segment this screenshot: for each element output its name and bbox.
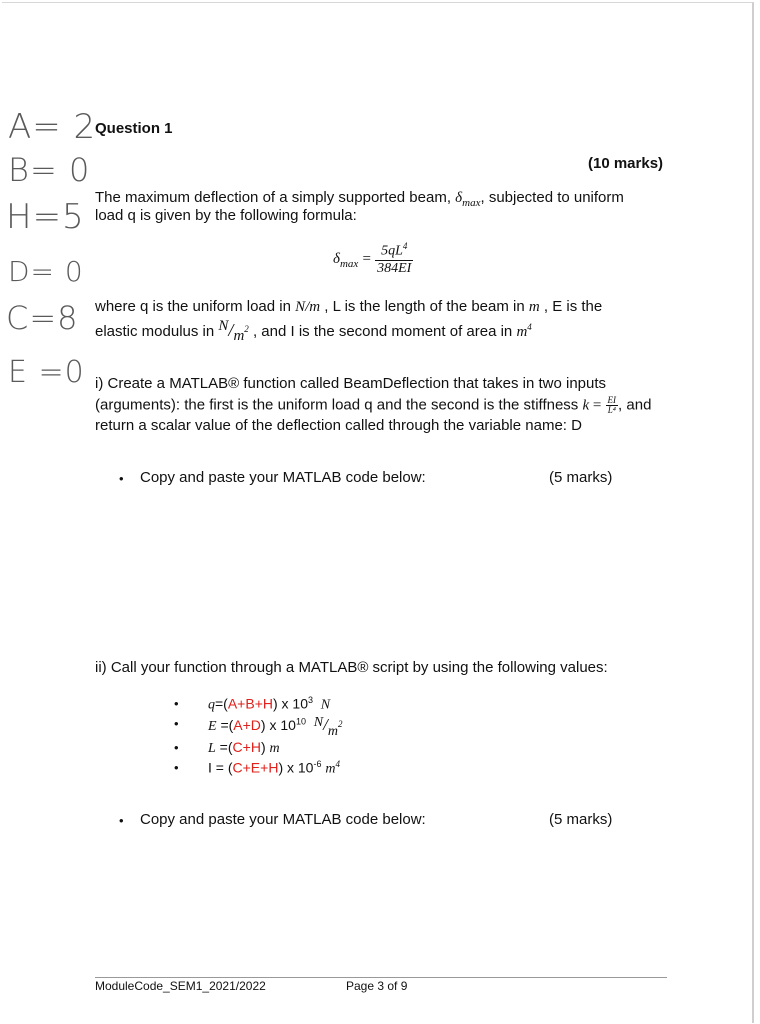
value-pre: =( [216, 717, 234, 733]
unit-n: N [218, 318, 229, 334]
footer-page-number: Page 3 of 9 [346, 979, 408, 993]
value-expression: A+B+H [227, 695, 273, 712]
value-exponent: -6 [313, 759, 322, 769]
handwritten-d: D= 0 [8, 255, 84, 288]
intro-text-b: , subjected to uniform [480, 189, 624, 206]
unit-slash: / [228, 320, 234, 340]
value-post: ) x 10 [272, 695, 308, 712]
handwritten-b: B= 0 [8, 151, 91, 189]
value-post: ) x 10 [278, 759, 314, 776]
unit-m4: m [516, 324, 528, 340]
where-text-2: , L is the length of the beam in [320, 298, 529, 315]
value-item-e: • E =(A+D) x $10^{10}$ $N/m^2$ [174, 715, 343, 739]
formula-numerator [375, 241, 413, 261]
stiffness-equals: = [589, 397, 602, 414]
value-var: E [208, 719, 217, 734]
intro-line-2: load q is given by the following formula: [95, 207, 357, 224]
value-post: ) x 10 [260, 717, 296, 733]
stiffness-numerator: EI [607, 395, 617, 405]
handwritten-c: C=8 [6, 299, 79, 337]
copy1-marks: (5 marks) [549, 469, 613, 486]
value-expression: A+D [233, 717, 261, 733]
unit-m: m [528, 299, 540, 315]
unit-m2-exponent: 2 [244, 324, 249, 334]
copy1-text: Copy and paste your MATLAB code below: [140, 469, 426, 486]
value-pre: =( [215, 739, 233, 755]
intro-text-a: The maximum deflection of a simply supported beam, [95, 189, 456, 206]
stiffness-denominator: L⁴ [607, 405, 616, 415]
part1-line-1: i) Create a MATLAB® function called BeamDeflection that takes in two inputs [95, 375, 607, 392]
copy2-bullet: • [119, 813, 124, 828]
value-unit-exponent: 2 [337, 719, 343, 730]
copy1-bullet: • [119, 471, 124, 486]
value-var: L [208, 741, 216, 756]
footer-module-code: ModuleCode_SEM1_2021/2022 [95, 979, 266, 993]
formula-denominator: 384EI [377, 260, 412, 276]
delta-subscript: max [462, 197, 481, 209]
value-unit: N [313, 715, 324, 730]
value-bullet: • [174, 760, 179, 775]
value-unit-exponent: 4 [335, 759, 340, 769]
stiffness-k: k [582, 397, 590, 414]
formula-equals: = [362, 250, 371, 267]
document-page [2, 2, 754, 1023]
values-list [174, 695, 474, 779]
value-var: I [208, 759, 212, 776]
numerator-exponent: 4 [402, 241, 408, 251]
question-marks: (10 marks) [588, 155, 664, 172]
where-line-1 [95, 298, 602, 316]
value-item-i [174, 759, 474, 779]
unit-m2: m [233, 328, 245, 344]
value-item-l [174, 739, 474, 759]
value-unit: N [320, 697, 331, 713]
footer-divider [95, 977, 667, 978]
where-text-4: elastic modulus in [95, 323, 219, 340]
value-var: q [208, 697, 215, 713]
value-pre: =( [215, 695, 228, 712]
stiffness-fraction [606, 396, 619, 415]
where-text-5: , and I is the second moment of area in [248, 323, 517, 340]
value-expression: C+H [232, 739, 261, 755]
value-unit: m [325, 761, 336, 777]
value-exponent: 3 [308, 695, 314, 705]
copy2-marks: (5 marks) [549, 811, 613, 828]
delta-symbol: δ [455, 190, 463, 206]
value-item-q [174, 695, 474, 715]
formula-fraction [375, 241, 413, 277]
question-title: Question 1 [95, 120, 173, 137]
value-unit-den: m [327, 724, 338, 739]
part1-text-a: (arguments): the first is the uniform load q and the second is the stiffness [95, 396, 583, 414]
value-bullet: • [174, 740, 179, 755]
handwritten-a: A= 2 [8, 107, 97, 147]
where-line-2 [95, 318, 532, 344]
value-pre: = ( [211, 759, 233, 776]
part2-line: ii) Call your function through a MATLAB® script by using the following values: [95, 659, 608, 676]
value-post: ) [260, 739, 270, 755]
handwritten-e: E =0 [8, 355, 85, 390]
value-unit: m [269, 741, 280, 756]
where-text-1: where q is the uniform load in [95, 298, 296, 315]
unit-n-per-m: N/m [295, 299, 321, 315]
part1-text-b: , and [618, 396, 652, 414]
value-bullet: • [174, 716, 179, 731]
unit-m4-exponent: 4 [527, 322, 532, 332]
value-bullet: • [174, 696, 179, 711]
handwritten-h: H=5 [6, 197, 85, 237]
value-expression: C+E+H [232, 759, 279, 776]
value-exponent: 10 [295, 716, 306, 727]
part1-line-3: return a scalar value of the deflection called through the variable name: D [95, 417, 582, 434]
copy2-text: Copy and paste your MATLAB code below: [140, 811, 426, 828]
part1-line-2 [95, 396, 651, 415]
where-text-3: , E is the [539, 298, 603, 315]
numerator-text: 5qL [381, 243, 403, 259]
deflection-formula [333, 241, 413, 277]
formula-lhs-subscript: max [339, 257, 359, 270]
formula-lhs: δ [333, 250, 340, 267]
